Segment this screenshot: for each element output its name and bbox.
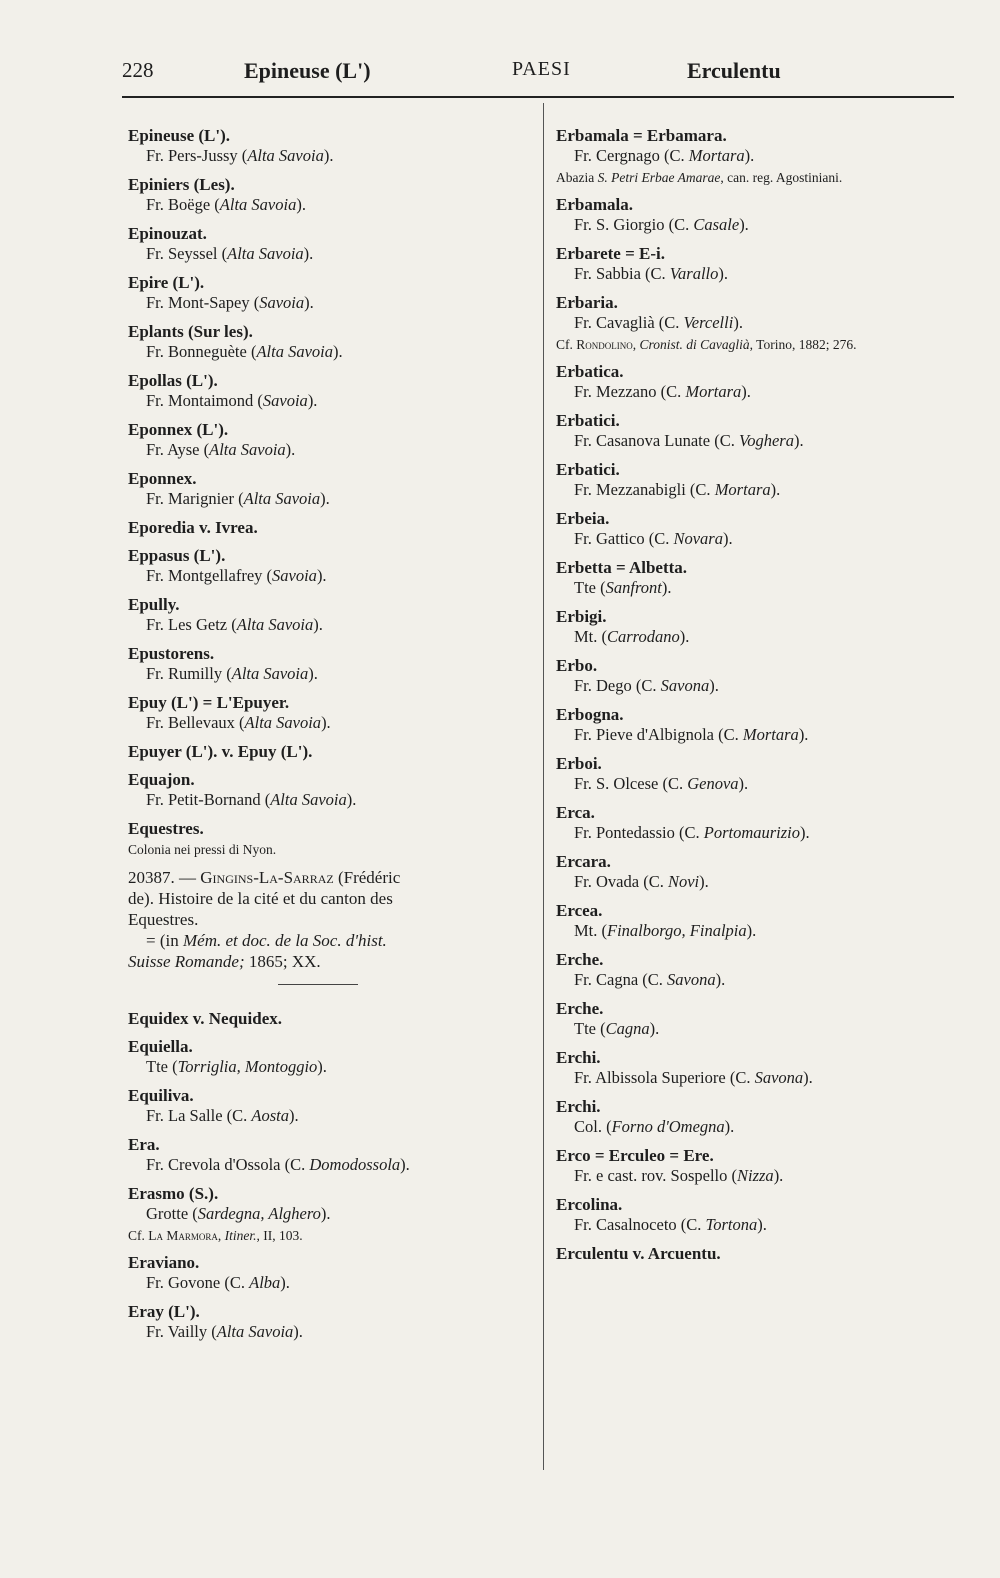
ref-author: La Marmora (148, 1228, 218, 1243)
entry-description (556, 381, 956, 402)
region-name: Savoia (262, 391, 308, 410)
description-text: ). (332, 342, 343, 361)
entry (128, 224, 534, 264)
entry-description (556, 1116, 956, 1137)
entry-headword: Erbogna. (556, 705, 624, 724)
bib-volume: 1865; XX. (244, 952, 321, 971)
entry (556, 999, 956, 1039)
entry (128, 1302, 534, 1342)
entry (556, 558, 956, 598)
description-text: Tte ( (574, 1019, 606, 1038)
entry (556, 293, 956, 353)
entry-headword: Ercara. (556, 852, 611, 871)
entry (128, 273, 534, 313)
entry-headword: Epuyer (L'). v. Epuy (L'). (128, 742, 313, 761)
entry-description (556, 430, 956, 451)
ref-text: , (217, 1228, 225, 1243)
ref-text: , (632, 337, 640, 352)
description-text: ). (303, 244, 314, 263)
region-name: Vercelli (683, 313, 734, 332)
entry (556, 1097, 956, 1137)
region-name: Alta Savoia (247, 146, 324, 165)
description-text: Fr. Govone (C. (146, 1273, 250, 1292)
entry-headword: Epollas (L'). (128, 371, 218, 390)
description-text: Fr. Pontedassio (C. (574, 823, 704, 842)
description-text: Mt. ( (574, 921, 607, 940)
bib-number: 20387. — (128, 868, 201, 887)
region-name: Nizza (737, 1166, 774, 1185)
entry-headword: Erbo. (556, 656, 598, 675)
region-name: Alta Savoia (216, 1322, 294, 1341)
entry-description (128, 341, 534, 362)
description-text: Fr. Marignier ( (146, 489, 244, 508)
ref-title: Itiner. (224, 1228, 257, 1243)
description-text: Fr. Crevola d'Ossola (C. (146, 1155, 310, 1174)
description-text: ). (746, 921, 757, 940)
entry (556, 244, 956, 284)
entry (128, 469, 534, 509)
region-name: Alta Savoia (209, 440, 286, 459)
region-name: Alta Savoia (243, 489, 321, 508)
entry-description (128, 565, 534, 586)
entry (128, 518, 534, 537)
description-text: Mt. ( (574, 627, 607, 646)
entry-headword: Equestres. (128, 819, 204, 838)
region-name: Aosta (251, 1106, 289, 1125)
entry-headword: Eponnex (L'). (128, 420, 229, 439)
entry-headword: Eppasus (L'). (128, 546, 226, 565)
section-title: PAESI (512, 58, 571, 80)
entry-headword: Eplants (Sur les). (128, 322, 253, 341)
note-text: Abazia (556, 170, 598, 185)
entry-reference (128, 1227, 534, 1244)
description-text: ). (798, 725, 809, 744)
region-name: Alta Savoia (231, 664, 309, 683)
description-text: ). (320, 489, 330, 508)
entry (128, 126, 534, 166)
entry-headword: Equidex v. Nequidex. (128, 1009, 282, 1028)
entry-headword: Erboi. (556, 754, 602, 773)
description-text: ). (316, 566, 327, 585)
header-rule (122, 96, 954, 98)
entry-description (556, 822, 956, 843)
description-text: Fr. Rumilly ( (146, 664, 232, 683)
region-name: Cagna (605, 1019, 650, 1038)
entry (128, 322, 534, 362)
entry (556, 803, 956, 843)
ref-text: , Torino, 1882; 276. (749, 337, 857, 352)
entry-headword: Erche. (556, 950, 604, 969)
entry-headword: Epire (L'). (128, 273, 205, 292)
description-text: Fr. Montgellafrey ( (146, 566, 273, 585)
bib-author-rest: (Frédéric (333, 868, 401, 887)
column-divider (543, 103, 544, 1470)
separator-rule (278, 984, 358, 985)
description-text: ). (661, 578, 672, 597)
entry (556, 509, 956, 549)
entry (128, 1037, 534, 1077)
entry-headword: Erca. (556, 803, 595, 822)
description-text: ). (800, 823, 810, 842)
entry (556, 705, 956, 745)
entry-description (128, 1203, 534, 1224)
entry-description (556, 626, 956, 647)
entry (128, 546, 534, 586)
region-name: Torriglia, Montoggio (177, 1057, 318, 1076)
description-text: ). (679, 627, 690, 646)
description-text: Fr. Cagna (C. (574, 970, 668, 989)
description-text: ). (317, 1057, 327, 1076)
entry-headword: Eporedia v. Ivrea. (128, 518, 258, 537)
entry-headword: Erbarete = E-i. (556, 244, 665, 263)
description-text: Fr. S. Olcese (C. (574, 774, 688, 793)
region-name: Savoia (272, 566, 317, 585)
running-header (122, 58, 954, 92)
entry-description (556, 1165, 956, 1186)
description-text: ). (699, 872, 709, 891)
entry-headword: Eray (L'). (128, 1302, 200, 1321)
entry-description (556, 577, 956, 598)
description-text: Tte ( (146, 1057, 178, 1076)
entry (556, 656, 956, 696)
entry-description (128, 488, 534, 509)
bib-title-line: de). Histoire de la cité et du canton des (128, 889, 393, 908)
entry-description (556, 1214, 956, 1235)
region-name: Savona (660, 676, 710, 695)
entry-description (128, 1105, 534, 1126)
entry (128, 371, 534, 411)
entry-description (128, 292, 534, 313)
entry-description (556, 145, 956, 166)
description-text: Fr. Dego (C. (574, 676, 661, 695)
entry-description (128, 1321, 534, 1342)
ref-title: Cronist. di Cavaglià (639, 337, 750, 352)
ref-text: Cf. (128, 1228, 149, 1243)
ref-text: Cf. (556, 337, 577, 352)
region-name: Casale (693, 215, 740, 234)
entry (128, 1009, 534, 1028)
region-name: Sanfront (605, 578, 662, 597)
entry-headword: Eponnex. (128, 469, 197, 488)
description-text: Fr. Cavaglià (C. (574, 313, 684, 332)
region-name: Sardegna, Alghero (197, 1204, 321, 1223)
entry-description (128, 712, 534, 733)
region-name: Alta Savoia (256, 342, 333, 361)
entry-description (556, 969, 956, 990)
entry (556, 950, 956, 990)
entry-note: Colonia nei pressi di Nyon. (128, 842, 277, 857)
left-column (128, 126, 534, 1351)
entry-headword: Erchi. (556, 1097, 601, 1116)
entry-headword: Erbetta = Albetta. (556, 558, 688, 577)
description-text: ). (649, 1019, 660, 1038)
description-text: Fr. Bellevaux ( (146, 713, 245, 732)
entry-description (128, 789, 534, 810)
entry (128, 644, 534, 684)
description-text: ). (741, 382, 751, 401)
region-name: Portomaurizio (703, 823, 800, 842)
description-text: ). (293, 1322, 303, 1341)
description-text: Fr. Bonneguète ( (146, 342, 257, 361)
description-text: ). (285, 440, 296, 459)
note-text: , can. reg. Agostiniani. (720, 170, 843, 185)
entry-description (556, 528, 956, 549)
entry-headword: Erasmo (S.). (128, 1184, 219, 1203)
entry-description (128, 663, 534, 684)
description-text: ). (307, 391, 318, 410)
entry-description (556, 214, 956, 235)
region-name: Mortara (688, 146, 745, 165)
description-text: ). (289, 1106, 299, 1125)
description-text: ). (770, 480, 781, 499)
entry-description (556, 1067, 956, 1088)
description-text: Fr. Sabbia (C. (574, 264, 670, 283)
region-name: Alta Savoia (244, 713, 322, 732)
ref-author: Rondolino (576, 337, 633, 352)
description-text: ). (715, 970, 726, 989)
region-name: Alta Savoia (227, 244, 304, 263)
entry (556, 607, 956, 647)
region-name: Mortara (742, 725, 799, 744)
entry (556, 852, 956, 892)
entry-description (128, 194, 534, 215)
entry-headword: Equajon. (128, 770, 195, 789)
entry (128, 770, 534, 810)
description-text: ). (313, 615, 323, 634)
entry-headword: Erbatici. (556, 460, 620, 479)
entry (556, 460, 956, 500)
entry-headword: Erculentu v. Arcuentu. (556, 1244, 721, 1263)
entry-reference (556, 336, 956, 353)
description-text: Fr. Cergnago (C. (574, 146, 689, 165)
entry-description (128, 1056, 534, 1077)
entry (128, 742, 534, 761)
bib-title-line: Equestres. (128, 910, 199, 929)
region-name: Alba (249, 1273, 281, 1292)
entry-description (556, 675, 956, 696)
region-name: Tortona (705, 1215, 758, 1234)
region-name: Carrodano (607, 627, 680, 646)
description-text: Fr. Vailly ( (146, 1322, 217, 1341)
region-name: Genova (687, 774, 739, 793)
description-text: ). (320, 1204, 331, 1223)
description-text: Fr. Ovada (C. (574, 872, 668, 891)
description-text: Tte ( (574, 578, 606, 597)
region-name: Savona (667, 970, 716, 989)
entry-description (128, 243, 534, 264)
entry-headword: Era. (128, 1135, 160, 1154)
entry-description (556, 263, 956, 284)
description-text: ). (733, 313, 743, 332)
description-text: Fr. Casanova Lunate (C. (574, 431, 739, 450)
entry (556, 1146, 956, 1186)
entry-headword: Equiliva. (128, 1086, 194, 1105)
bib-journal-cont: Suisse Romande; (128, 952, 245, 971)
entry-description (128, 145, 534, 166)
right-column (556, 126, 956, 1272)
entry-headword: Erbamala. (556, 195, 633, 214)
description-text: Fr. Boëge ( (146, 195, 220, 214)
left-guide-word: Epineuse (L') (244, 58, 371, 83)
description-text: Fr. Gattico (C. (574, 529, 674, 548)
entry (128, 1184, 534, 1244)
entry-headword: Equiella. (128, 1037, 193, 1056)
entry-description (556, 1018, 956, 1039)
description-text: ). (280, 1273, 290, 1292)
entry-description (128, 1154, 534, 1175)
entry (556, 362, 956, 402)
entry-headword: Epully. (128, 595, 180, 614)
entry (128, 595, 534, 635)
region-name: Savoia (259, 293, 305, 312)
bib-journal: Mém. et doc. de la Soc. d'hist. (182, 931, 387, 950)
ref-text: , II, 103. (256, 1228, 303, 1243)
description-text: Fr. Les Getz ( (146, 615, 237, 634)
description-text: ). (308, 664, 318, 683)
description-text: ). (722, 529, 733, 548)
entry (556, 126, 956, 186)
description-text: Fr. Montaimond ( (146, 391, 263, 410)
entry (128, 175, 534, 215)
description-text: ). (709, 676, 719, 695)
description-text: ). (400, 1155, 410, 1174)
description-text: Fr. e cast. rov. Sospello ( (574, 1166, 737, 1185)
bib-author: Gingins-La-Sarraz (200, 868, 334, 887)
region-name: Novi (667, 872, 700, 891)
description-text: ). (803, 1068, 813, 1087)
entry-headword: Epineuse (L'). (128, 126, 231, 145)
description-text: Fr. Ayse ( (146, 440, 210, 459)
entry-headword: Erbatica. (556, 362, 624, 381)
entry (556, 195, 956, 235)
region-name: Alta Savoia (270, 790, 347, 809)
entry-headword: Epiniers (Les). (128, 175, 235, 194)
entry-description (556, 920, 956, 941)
entry-headword: Epinouzat. (128, 224, 207, 243)
entry (556, 901, 956, 941)
description-text: ). (304, 293, 314, 312)
description-text: Fr. Mezzanabigli (C. (574, 480, 715, 499)
description-text: Fr. Petit-Bornand ( (146, 790, 271, 809)
description-text: Fr. Seyssel ( (146, 244, 228, 263)
entry (128, 819, 534, 858)
entry (556, 1244, 956, 1263)
entry-headword: Erbigi. (556, 607, 607, 626)
bib-in: = (in (146, 931, 183, 950)
description-text: ). (724, 1117, 735, 1136)
entry-description (556, 724, 956, 745)
region-name: Finalborgo, Finalpia (607, 921, 747, 940)
region-name: Mortara (685, 382, 742, 401)
page-number: 228 (122, 58, 154, 82)
description-text: ). (744, 146, 755, 165)
entry-description (556, 773, 956, 794)
description-text: Fr. Mont-Sapey ( (146, 293, 260, 312)
entry-description (556, 479, 956, 500)
entry-headword: Erchi. (556, 1048, 601, 1067)
entry (128, 1086, 534, 1126)
region-name: Alta Savoia (236, 615, 314, 634)
region-name: Voghera (738, 431, 794, 450)
entry-headword: Erbatici. (556, 411, 620, 430)
entry (556, 1195, 956, 1235)
entry-description (556, 312, 956, 333)
entry (556, 1048, 956, 1088)
description-text: Fr. Pers-Jussy ( (146, 146, 248, 165)
description-text: ). (739, 215, 749, 234)
description-text: ). (757, 1215, 767, 1234)
entry (128, 420, 534, 460)
description-text: ). (793, 431, 804, 450)
description-text: Fr. S. Giorgio (C. (574, 215, 694, 234)
description-text: ). (773, 1166, 784, 1185)
entry (128, 1135, 534, 1175)
description-text: ). (296, 195, 306, 214)
description-text: Grotte ( (146, 1204, 198, 1223)
region-name: Alta Savoia (219, 195, 297, 214)
entry-description (128, 614, 534, 635)
description-text: ). (718, 264, 729, 283)
region-name: Mortara (714, 480, 771, 499)
entry (556, 411, 956, 451)
entry (128, 1253, 534, 1293)
entry-headword: Erbamala = Erbamara. (556, 126, 727, 145)
region-name: Savona (754, 1068, 804, 1087)
entry-headword: Eraviano. (128, 1253, 200, 1272)
description-text: Col. ( (574, 1117, 612, 1136)
entry-headword: Erco = Erculeo = Ere. (556, 1146, 714, 1165)
region-name: Forno d'Omegna (611, 1117, 725, 1136)
region-name: Novara (673, 529, 723, 548)
entry-description (556, 871, 956, 892)
entry-headword: Erbaria. (556, 293, 618, 312)
entry-headword: Epuy (L') = L'Epuyer. (128, 693, 290, 712)
note-italic: S. Petri Erbae Amarae (597, 170, 721, 185)
entry-note (556, 169, 956, 186)
description-text: Fr. Albissola Superiore (C. (574, 1068, 755, 1087)
entry-headword: Erche. (556, 999, 604, 1018)
description-text: Fr. Mezzano (C. (574, 382, 686, 401)
description-text: ). (321, 713, 331, 732)
description-text: ). (323, 146, 334, 165)
entry-description (128, 1272, 534, 1293)
region-name: Domodossola (309, 1155, 401, 1174)
description-text: Fr. Casalnoceto (C. (574, 1215, 706, 1234)
description-text: Fr. Pieve d'Albignola (C. (574, 725, 743, 744)
description-text: Fr. La Salle (C. (146, 1106, 252, 1125)
bibliography-entry (128, 867, 534, 972)
description-text: ). (346, 790, 357, 809)
entry-headword: Epustorens. (128, 644, 215, 663)
entry-description (128, 390, 534, 411)
entry (128, 693, 534, 733)
right-guide-word: Erculentu (687, 58, 781, 83)
entry-description (128, 439, 534, 460)
entry (556, 754, 956, 794)
description-text: ). (738, 774, 749, 793)
entry-headword: Ercea. (556, 901, 603, 920)
region-name: Varallo (669, 264, 719, 283)
entry-headword: Ercolina. (556, 1195, 623, 1214)
entry-headword: Erbeia. (556, 509, 610, 528)
